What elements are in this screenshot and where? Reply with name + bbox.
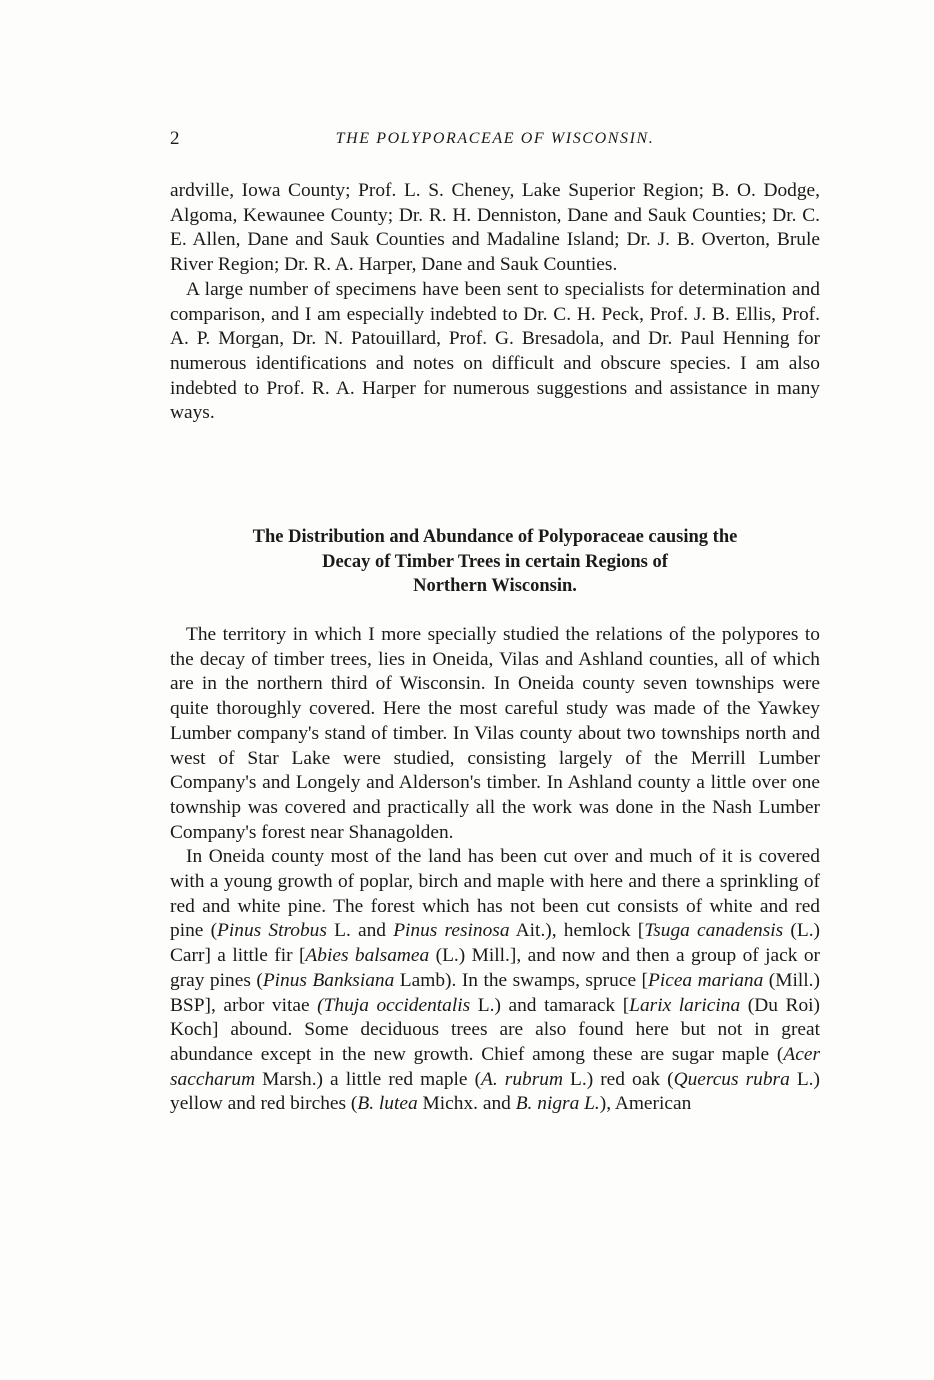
section-heading-line-3: Northern Wisconsin. <box>413 576 577 596</box>
species-name: B. nigra L. <box>515 1093 600 1115</box>
text-run: L.) yellow and red birches ( <box>170 1068 820 1115</box>
species-name: A. rubrum <box>481 1068 563 1090</box>
species-name: (Thuja occidentalis <box>317 994 471 1016</box>
species-name: B. lutea <box>357 1093 418 1115</box>
page-number: 2 <box>170 128 180 149</box>
species-name: Larix laricina <box>629 994 741 1016</box>
intro-paragraph-continued: ardville, Iowa County; Prof. L. S. Cheney, Lake Superior Region; B. O. Dodge, Algoma, Kewaunee County; Dr. R. H. Denniston, Dane and Sauk Counties; Dr. C. E. Allen, Dane and Sauk Counties and Madaline Island; Dr. J. B. Overton, Brule River Region; Dr. R. A. Harper, Dane and Sauk Counties. <box>170 180 820 276</box>
running-head: THE POLYPORACEAE OF WISCONSIN. <box>335 130 655 147</box>
section-heading-line-1: The Distribution and Abundance of Polyporaceae causing the <box>252 527 738 547</box>
species-name: Abies balsamea <box>305 945 430 967</box>
intro-text-block <box>170 179 820 426</box>
text-run: (Mill.) BSP], arbor vitae <box>170 969 820 1016</box>
text-run: L.) and tamarack [ <box>470 994 630 1016</box>
intro-paragraph-acknowledgements: A large number of specimens have been sent to specialists for determination and comparison, and I am especially indebted to Dr. C. H. Peck, Prof. J. B. Ellis, Prof. A. P. Morgan, Dr. N. Patouillard, Prof. G. Bresadola, and Dr. Paul Henning for numerous identifications and notes on difficult and obscure species. I am also indebted to Prof. R. A. Harper for numerous suggestions and assistance in many ways. <box>170 278 820 424</box>
text-run: (Du Roi) Koch] abound. Some deciduous trees are also found here but not in great abundance except in the new growth. Chief among these are sugar maple ( <box>170 994 820 1065</box>
section-heading <box>170 525 820 599</box>
species-name: Pinus Strobus <box>217 920 327 942</box>
species-name: Tsuga canadensis <box>644 920 784 942</box>
text-run: (L.) Mill.], and now and then a group of jack or gray pines ( <box>170 945 820 991</box>
text-run: Michx. and <box>417 1093 516 1115</box>
species-name: Pinus resinosa <box>393 920 510 942</box>
text-run: (L.) Carr] a little fir [ <box>170 920 820 967</box>
species-name: Acer saccharum <box>170 1043 820 1090</box>
text-run: L. and <box>326 920 394 942</box>
section-heading-line-2: Decay of Timber Trees in certain Regions of <box>322 551 668 572</box>
page-header <box>170 128 820 154</box>
species-name: Quercus rubra <box>673 1068 790 1090</box>
text-run: Marsh.) a little red maple ( <box>255 1068 482 1090</box>
main-paragraph-oneida-forest <box>170 845 820 1117</box>
species-name: Picea mariana <box>647 969 764 991</box>
text-run: L.) red oak ( <box>562 1068 674 1090</box>
main-paragraph-territory: The territory in which I more specially studied the relations of the polypores to the decay of timber trees, lies in Oneida, Vilas and Ashland counties, all of which are in the northern third of Wisconsin. In Oneida county seven townships were quite thoroughly covered. Here the most careful study was made of the Yawkey Lumber company's stand of timber. In Vilas county about two townships north and west of Star Lake were studied, consisting largely of the Merrill Lumber Company's and Longely and Alderson's timber. In Ashland county a little over one township was covered and practically all the work was done in the Nash Lumber Company's forest near Shanagolden. <box>170 624 820 843</box>
text-run: ), American <box>599 1093 692 1115</box>
main-text-block <box>170 623 820 1117</box>
text-run: In Oneida county most of the land has been cut over and much of it is covered with a young growth of poplar, birch and maple with here and there a sprinkling of red and white pine. The forest which has not been cut consists of white and red pine ( <box>170 846 820 942</box>
text-run: Ait.), hemlock [ <box>509 920 645 942</box>
species-name: Pinus Banksiana <box>262 969 395 991</box>
text-run: Lamb). In the swamps, spruce [ <box>394 969 648 991</box>
